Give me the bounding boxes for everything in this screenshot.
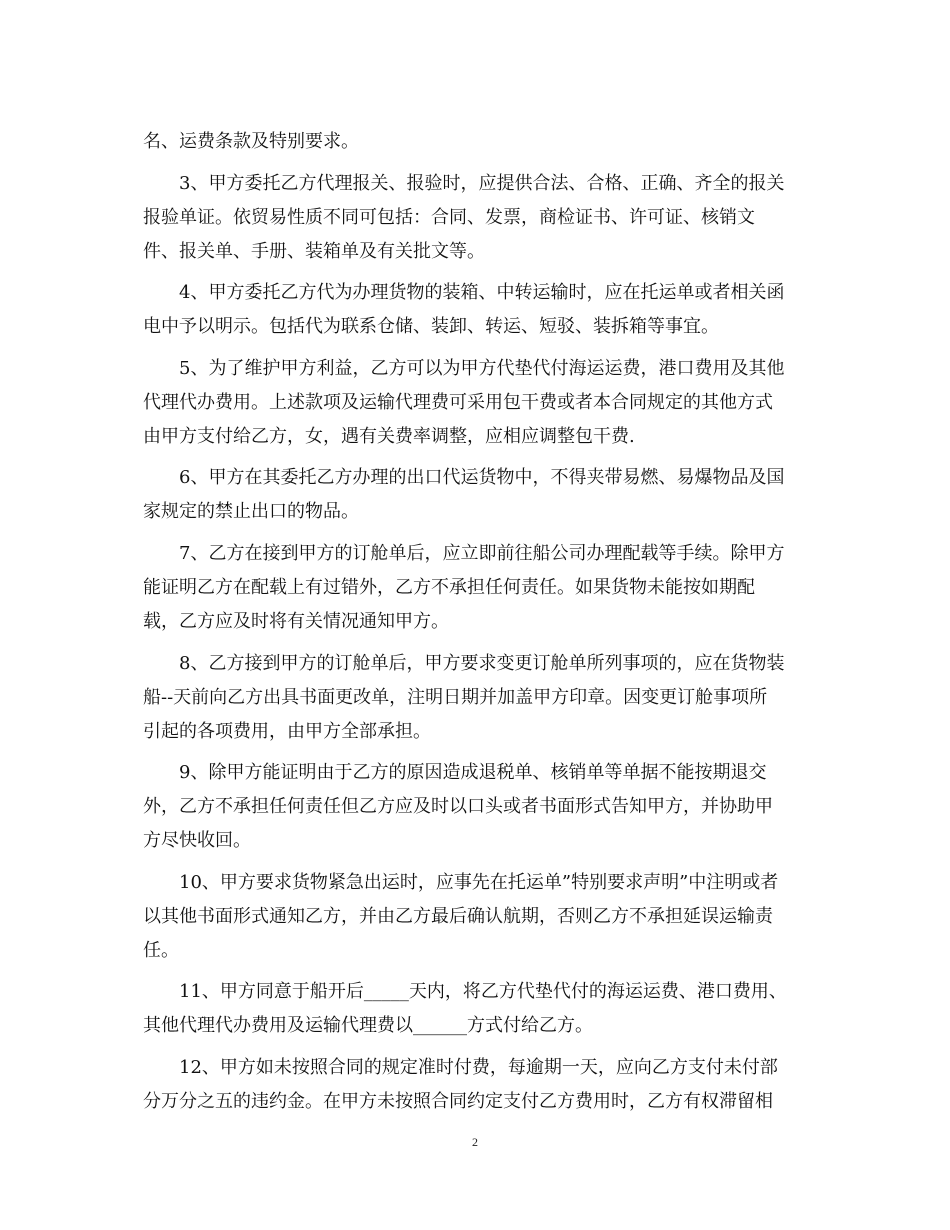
- text-line: 12、甲方如未按照合同的规定准时付费，每逾期一天，应向乙方支付未付部: [179, 1056, 778, 1078]
- text-line: 载，乙方应及时将有关情况通知甲方。: [143, 610, 449, 632]
- text-line: 外，乙方不承担任何责任但乙方应及时以口头或者书面形式告知甲方，并协助甲: [143, 796, 773, 818]
- text-line: 11、甲方同意于船开后_____天内，将乙方代垫代付的海运运费、港口费用、: [179, 981, 787, 1003]
- text-line: 7、乙方在接到甲方的订舱单后，应立即前往船公司办理配载等手续。除甲方: [179, 542, 785, 564]
- text-line: 方尽快收回。: [143, 830, 251, 852]
- text-line: 以其他书面形式通知乙方，并由乙方最后确认航期，否则乙方不承担延误运输责: [143, 905, 773, 927]
- text-line: 由甲方支付给乙方，女，遇有关费率调整，应相应调整包干费.: [143, 425, 635, 447]
- text-line: 代理代办费用。上述款项及运输代理费可采用包干费或者本合同规定的其他方式: [143, 391, 773, 413]
- text-line: 船--天前向乙方出具书面更改单，注明日期并加盖甲方印章。因变更订舱事项所: [143, 686, 768, 708]
- paragraph: [143, 537, 807, 639]
- text-line: 6、甲方在其委托乙方办理的出口代运货物中，不得夹带易燃、易爆物品及国: [179, 467, 785, 489]
- paragraph-gap: [143, 968, 807, 976]
- text-line: 电中予以明示。包括代为联系仓储、装卸、转运、短驳、装拆箱等事宜。: [143, 316, 719, 338]
- page-number: 2: [472, 1135, 478, 1149]
- paragraph: [143, 756, 807, 858]
- paragraph: [143, 866, 807, 968]
- paragraph-gap: [143, 1043, 807, 1051]
- text-line: 3、甲方委托乙方代理报关、报验时，应提供合法、合格、正确、齐全的报关: [179, 172, 785, 194]
- paragraph-gap: [143, 269, 807, 277]
- paragraph-gap: [143, 749, 807, 757]
- text-line: 报验单证。依贸易性质不同可包括：合同、发票，商检证书、许可证、核销文: [143, 206, 755, 228]
- text-line: 能证明乙方在配载上有过错外，乙方不承担任何责任。如果货物未能按如期配: [143, 576, 755, 598]
- text-line: 5、为了维护甲方利益，乙方可以为甲方代垫代付海运运费，港口费用及其他: [179, 357, 785, 379]
- document-body: [143, 125, 807, 1119]
- text-line: 9、除甲方能证明由于乙方的原因造成退税单、核销单等单据不能按期退交: [179, 762, 767, 784]
- paragraph-gap: [143, 858, 807, 866]
- text-line: 10、甲方要求货物紧急出运时，应事先在托运单”特别要求声明”中注明或者: [179, 871, 779, 893]
- paragraph: [143, 975, 807, 1043]
- text-line: 4、甲方委托乙方代为办理货物的装箱、中转运输时，应在托运单或者相关函: [179, 282, 785, 304]
- paragraph-gap: [143, 159, 807, 167]
- paragraph: [143, 167, 807, 269]
- paragraph-gap: [143, 639, 807, 647]
- text-line: 引起的各项费用，由甲方全部承担。: [143, 720, 431, 742]
- text-line: 其他代理代办费用及运输代理费以______方式付给乙方。: [143, 1015, 593, 1037]
- text-line: 件、报关单、手册、装箱单及有关批文等。: [143, 240, 485, 262]
- paragraph: [143, 352, 807, 454]
- text-line: 任。: [143, 939, 179, 961]
- paragraph-gap: [143, 529, 807, 537]
- paragraph: [143, 647, 807, 749]
- paragraph-gap: [143, 454, 807, 462]
- text-line: 8、乙方接到甲方的订舱单后，甲方要求变更订舱单所列事项的，应在货物装: [179, 652, 785, 674]
- text-line: 名、运费条款及特别要求。: [143, 131, 359, 152]
- paragraph: [143, 125, 807, 159]
- paragraph-gap: [143, 344, 807, 352]
- paragraph: [143, 276, 807, 344]
- text-line: 家规定的禁止出口的物品。: [143, 501, 359, 523]
- text-line: 分万分之五的违约金。在甲方未按照合同约定支付乙方费用时，乙方有权滞留相: [143, 1090, 773, 1112]
- paragraph: [143, 461, 807, 529]
- paragraph: [143, 1051, 807, 1119]
